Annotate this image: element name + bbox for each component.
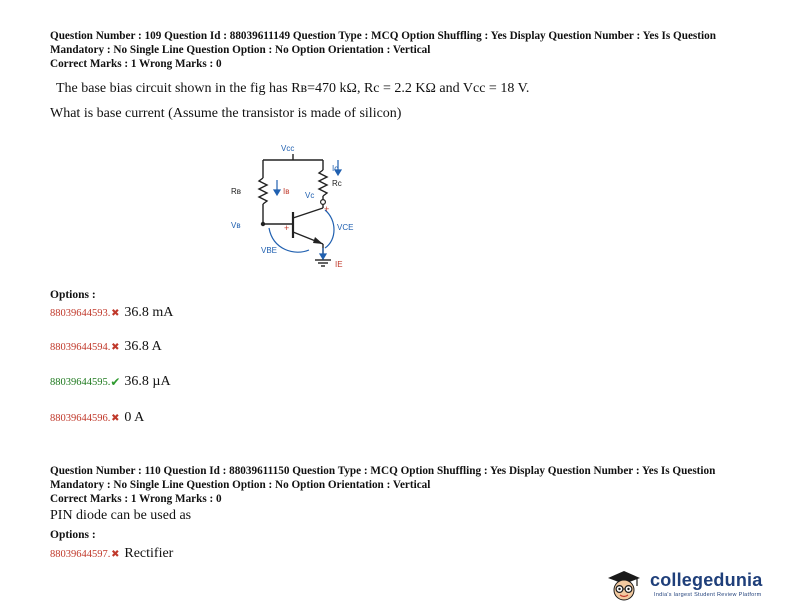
q110-meta-line1: Question Number : 110 Question Id : 88039611150 Question Type : MCQ Option Shuffling : Yes Display Question Number : Yes Is Question	[50, 465, 716, 477]
collector-lead	[293, 208, 323, 218]
vbe-label: VBE	[261, 246, 278, 255]
vce-label: VCE	[337, 223, 354, 232]
q109-meta-line1: Question Number : 109 Question Id : 88039611149 Question Type : MCQ Option Shuffling : Yes Display Question Number : Yes Is Question	[50, 30, 716, 42]
collegedunia-logo	[604, 566, 788, 606]
q109-options-heading: Options :	[50, 289, 96, 301]
check-icon: ✔	[110, 374, 121, 389]
q109-option-3[interactable]	[50, 374, 171, 390]
q109-meta	[50, 29, 716, 71]
option-text: Rectifier	[124, 546, 174, 561]
ic-label: Ic	[332, 164, 339, 173]
option-id: 88039644595.	[50, 376, 111, 388]
svg-text:+: +	[284, 223, 290, 233]
q110-marks: Correct Marks : 1 Wrong Marks : 0	[50, 493, 222, 505]
base-bias-circuit-diagram	[225, 140, 375, 275]
option-text: 36.8 µA	[124, 374, 171, 389]
q110-meta	[50, 464, 715, 506]
cross-icon: ✖	[111, 307, 120, 319]
vb-label: Vʙ	[231, 221, 241, 230]
ie-label: IE	[335, 260, 343, 269]
q109-meta-line2: Mandatory : No Single Line Question Option : No Option Orientation : Vertical	[50, 44, 431, 56]
q109-option-4[interactable]	[50, 410, 144, 426]
emitter-arrow	[313, 237, 323, 244]
ib-label: Iʙ	[283, 187, 290, 196]
vb-node	[261, 222, 265, 226]
vcc-label: Vcc	[281, 144, 295, 153]
rc-resistor	[319, 170, 327, 196]
option-id: 88039644597.	[50, 548, 111, 560]
q110-text: PIN diode can be used as	[50, 508, 192, 523]
rb-label: Rʙ	[231, 187, 242, 196]
q109-text-line1: The base bias circuit shown in the fig has Rʙ=470 kΩ, Rc = 2.2 KΩ and Vcc = 18 V.	[56, 81, 530, 96]
rc-label: Rc	[332, 179, 342, 188]
q109-text-line2: What is base current (Assume the transistor is made of silicon)	[50, 106, 402, 121]
option-id: 88039644594.	[50, 341, 111, 353]
cross-icon: ✖	[111, 341, 120, 353]
q110-options-heading: Options :	[50, 529, 96, 541]
q110-meta-line2: Mandatory : No Single Line Question Option : No Option Orientation : Vertical	[50, 479, 431, 491]
q110-option-1[interactable]	[50, 546, 173, 562]
vc-label: Vc	[305, 191, 315, 200]
svg-text:+: +	[324, 204, 330, 214]
option-text: 36.8 A	[124, 339, 162, 354]
option-text: 0 A	[124, 410, 145, 425]
mascot-icon	[604, 568, 644, 602]
q109-option-1[interactable]	[50, 305, 173, 321]
cross-icon: ✖	[111, 412, 120, 424]
logo-tagline: India's largest Student Review Platform	[654, 592, 762, 598]
logo-brand: collegedunia	[650, 570, 763, 590]
q109-marks: Correct Marks : 1 Wrong Marks : 0	[50, 58, 222, 70]
option-id: 88039644596.	[50, 412, 111, 424]
q109-option-2[interactable]	[50, 339, 162, 355]
option-text: 36.8 mA	[124, 305, 174, 320]
cross-icon: ✖	[111, 548, 120, 560]
rb-resistor	[259, 178, 267, 204]
option-id: 88039644593.	[50, 307, 111, 319]
